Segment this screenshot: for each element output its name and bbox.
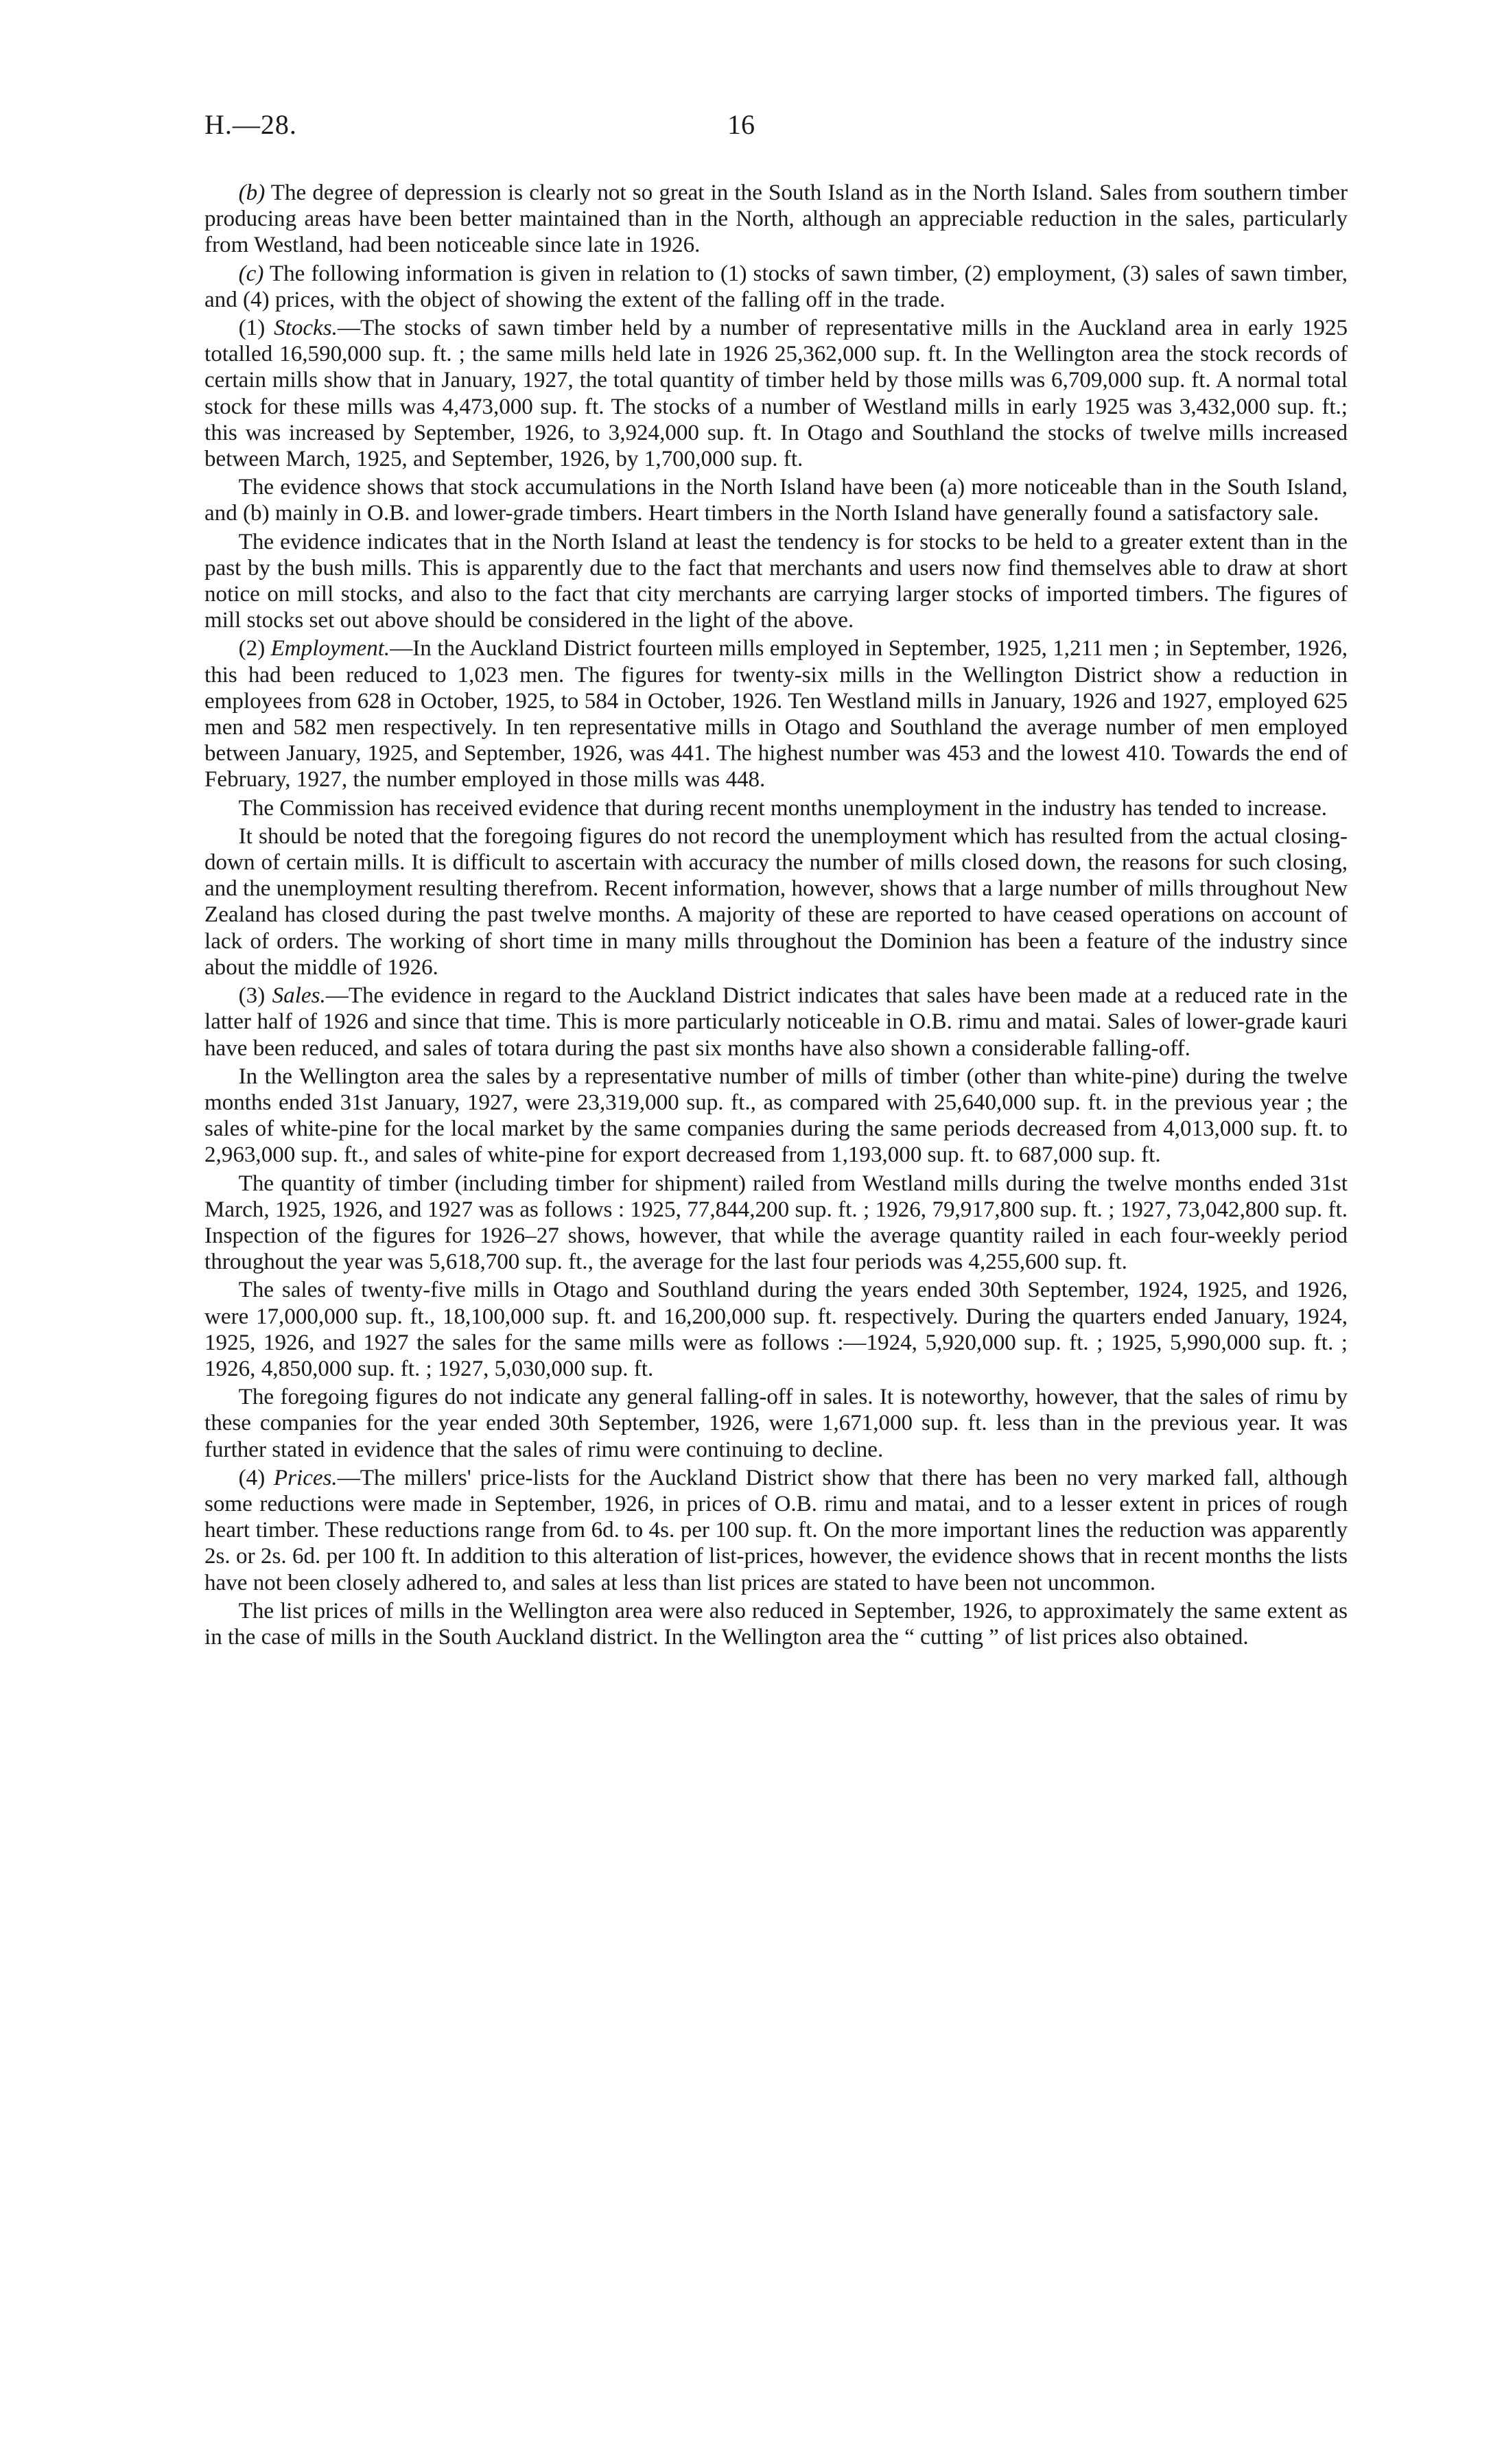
paragraph-label: (3) (238, 983, 272, 1009)
paragraph-prices (204, 1465, 1348, 1596)
paragraph-c (204, 261, 1348, 313)
paragraph-sales (204, 983, 1348, 1061)
section-heading-stocks: Stocks. (274, 316, 338, 341)
paragraph-text: —The stocks of sawn timber held by a number of representative mills in the Auckland area in early 1925 totalled 16,590,000 sup. ft. ; the same mills held late in 1926 25,362,000 sup. ft. In the Wellington area the stock records of certain mills show that in January, 1927, the total quantity of timber held by those mills was 6,709,000 sup. ft. A normal total stock for these mills was 4,473,000 sup. ft. The stocks of a number of Westland mills in early 1925 was 3,432,000 sup. ft.; this was increased by September, 1926, to 3,924,000 sup. ft. In Otago and Southland the stocks of twelve mills increased between March, 1925, and September, 1926, by 1,700,000 sup. ft. (204, 316, 1348, 472)
paragraph: The quantity of timber (including timber for shipment) railed from Westland mills during the twelve months ended 31st March, 1925, 1926, and 1927 was as follows : 1925, 77,844,200 sup. ft. ; 1926, 79,917,800 sup. ft. ; 1927, 73,042,800 sup. ft. Inspection of the figures for 1926–27 shows, however, that while the average quantity railed in each four-weekly period throughout the year was 5,618,700 sup. ft., the average for the last four periods was 4,255,600 sup. ft. (204, 1171, 1348, 1275)
paragraph-label: (2) (238, 636, 271, 661)
paragraph-text: —In the Auckland District fourteen mills employed in September, 1925, 1,211 men ; in September, 1926, this had been reduced to 1,023 men. The figures for twenty-six mills in the Wellington District show a reduction in employees from 628 in October, 1925, to 584 in October, 1926. Ten Westland mills in January, 1926 and 1927, employed 625 men and 582 men respectively. In ten representative mills in Otago and Southland the average number of men employed between January, 1925, and September, 1926, was 441. The highest number was 453 and the lowest 410. Towards the end of February, 1927, the number employed in those mills was 448. (204, 636, 1348, 793)
paragraph: The Commission has received evidence that during recent months unemployment in the industry has tended to increase. (238, 795, 1328, 821)
section-heading-employment: Employment. (270, 636, 390, 661)
paragraph-text: The following information is given in relation to (1) stocks of sawn timber, (2) employment, (3) sales of sawn timber, and (4) prices, with the object of showing the extent of the falling off in the trade. (204, 261, 1348, 312)
paragraph: The list prices of mills in the Wellington area were also reduced in September, 1926, to approximately the same extent as in the case of mills in the South Auckland district. In the Wellington area the “ cutting ” of list prices also obtained. (204, 1598, 1348, 1650)
paragraph: The evidence indicates that in the North Island at least the tendency is for stocks to be held to a greater extent than in the past by the bush mills. This is apparently due to the fact that merchants and users now find themselves able to draw at short notice on mill stocks, and also to the fact that city merchants are carrying larger stocks of imported timbers. The figures of mill stocks set out above should be considered in the light of the above. (204, 529, 1348, 633)
paragraph: The sales of twenty-five mills in Otago and Southland during the years ended 30th September, 1924, 1925, and 1926, were 17,000,000 sup. ft., 18,100,000 sup. ft. and 16,200,000 sup. ft. respectively. During the quarters ended January, 1924, 1925, 1926, and 1927 the sales for the same mills were as follows :—1924, 5,920,000 sup. ft. ; 1925, 5,990,000 sup. ft. ; 1926, 4,850,000 sup. ft. ; 1927, 5,030,000 sup. ft. (204, 1278, 1348, 1381)
page-header (0, 108, 1491, 150)
section-heading-prices: Prices. (273, 1465, 338, 1490)
paragraph-employment (204, 635, 1348, 793)
paragraph-label: (b) (238, 180, 266, 205)
paragraph-text: —The millers' price-lists for the Auckland District show that there has been no very marked fall, although some reductions were made in September, 1926, in prices of O.B. rimu and matai, and to a lesser extent in prices of rough heart timber. These reductions range from 6d. to 4s. per 100 sup. ft. On the more important lines the reduction was apparently 2s. or 2s. 6d. per 100 ft. In addition to this alteration of list-prices, however, the evidence shows that in recent months the lists have not been closely adhered to, and sales at less than list prices are stated to have been not uncommon. (204, 1465, 1348, 1595)
paragraph-text: The degree of depression is clearly not so great in the South Island as in the North Island. Sales from southern timber producing areas have been better maintained than in the North, although an appreciable reduction in the sales, particularly from Westland, had been noticeable since late in 1926. (204, 180, 1348, 258)
paragraph-label: (1) (238, 316, 274, 341)
paragraph-b (204, 180, 1348, 259)
paragraph: The foregoing figures do not indicate any general falling-off in sales. It is noteworthy, however, that the sales of rimu by these companies for the year ended 30th September, 1926, were 1,671,000 sup. ft. less than in the previous year. It was further stated in evidence that the sales of rimu were continuing to decline. (204, 1385, 1348, 1462)
paragraph-label: (c) (238, 261, 264, 286)
paragraph-stocks (204, 315, 1348, 472)
paragraph-label: (4) (238, 1465, 274, 1490)
body-text (204, 180, 1348, 1652)
paragraph: It should be noted that the foregoing figures do not record the unemployment which has resulted from the actual closing-down of certain mills. It is difficult to ascertain with accuracy the number of mills closed down, the reasons for such closing, and the unemployment resulting therefrom. Recent information, however, shows that a large number of mills throughout New Zealand has closed during the past twelve months. A majority of these are reported to have ceased operations on account of lack of orders. The working of short time in many mills throughout the Dominion has been a feature of the industry since about the middle of 1926. (204, 823, 1348, 980)
document-reference: H.—28. (204, 109, 297, 140)
section-heading-sales: Sales. (272, 983, 326, 1009)
paragraph: In the Wellington area the sales by a representative number of mills of timber (other than white-pine) during the twelve months ended 31st January, 1927, were 23,319,000 sup. ft., as compared with 25,640,000 sup. ft. in the previous year ; the sales of white-pine for the local market by the same companies during the same periods decreased from 4,013,000 sup. ft. to 2,963,000 sup. ft., and sales of white-pine for export decreased from 1,193,000 sup. ft. to 687,000 sup. ft. (204, 1064, 1348, 1168)
paragraph-text: —The evidence in regard to the Auckland District indicates that sales have been made at a reduced rate in the latter half of 1926 and since that time. This is more particularly noticeable in O.B. rimu and matai. Sales of lower-grade kauri have been reduced, and sales of totara during the past six months have also shown a considerable falling-off. (204, 983, 1348, 1061)
page-number: 16 (727, 109, 755, 140)
paragraph: The evidence shows that stock accumulations in the North Island have been (a) more noticeable than in the South Island, and (b) mainly in O.B. and lower-grade timbers. Heart timbers in the North Island have generally found a satisfactory sale. (204, 475, 1348, 526)
